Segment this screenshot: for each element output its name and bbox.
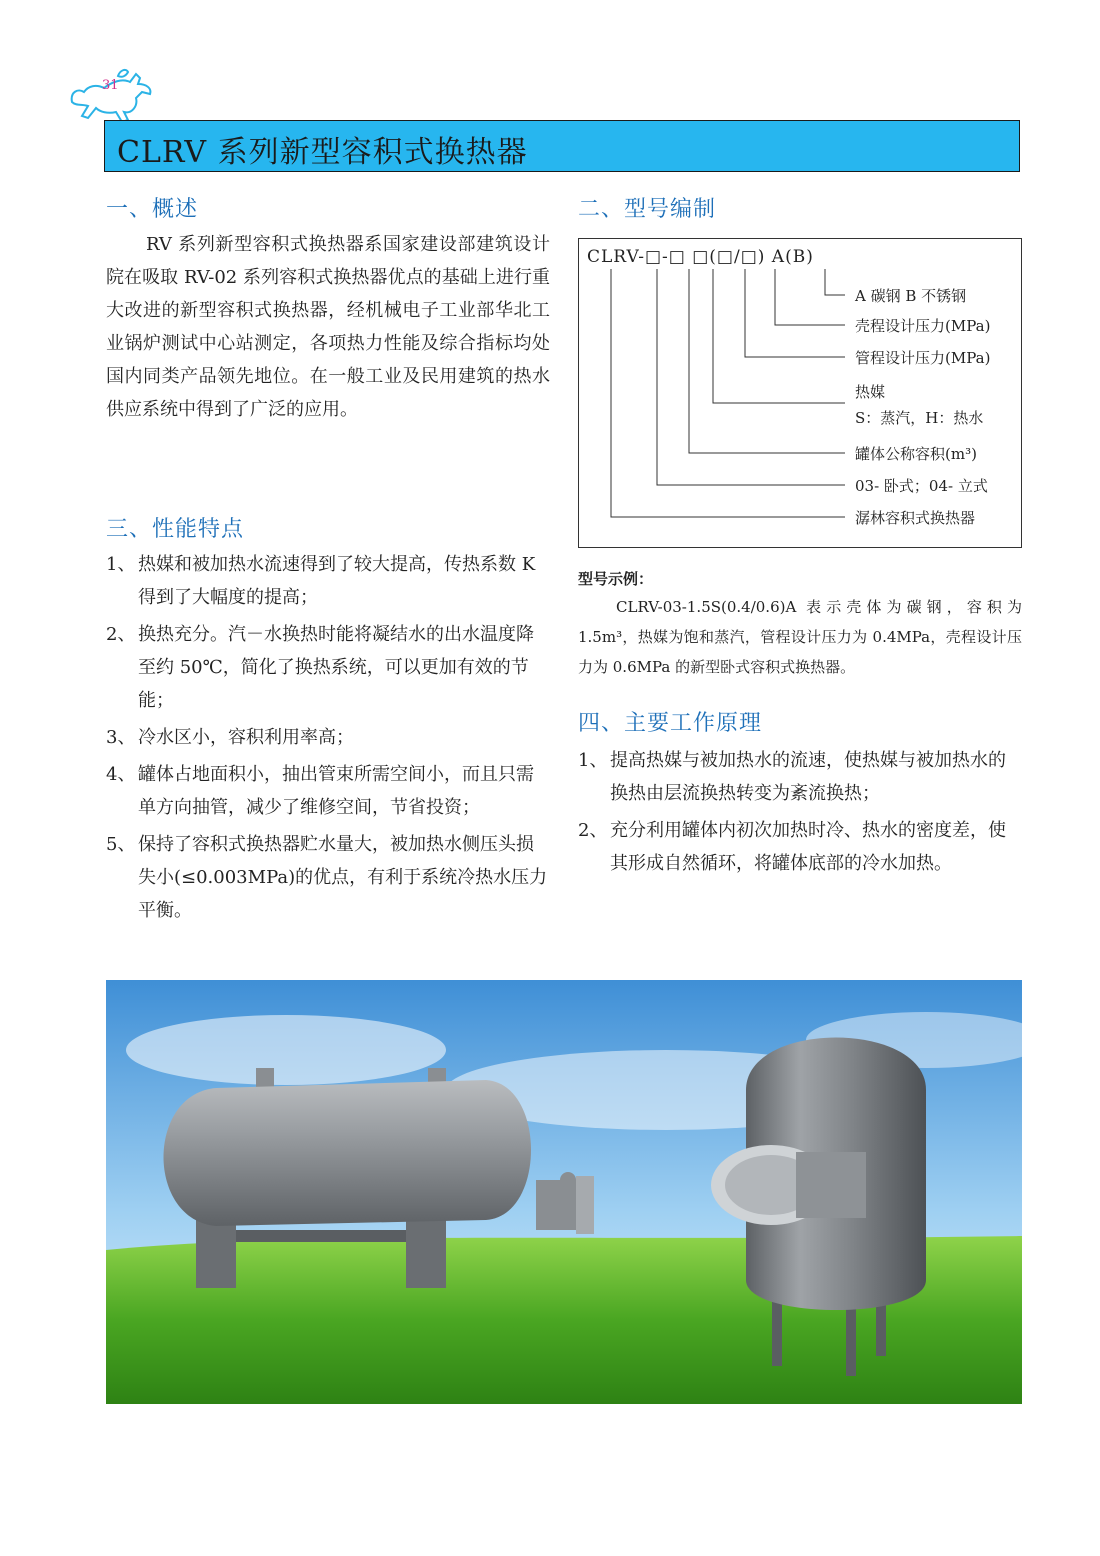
example-text: CLRV-03-1.5S(0.4/0.6)A 表示壳体为碳钢，容积为 1.5m³，热媒为饱和蒸汽，管程设计压力为 0.4MPa，壳程设计压力为 0.6MPa 的新型卧式容积式换热器。 <box>578 598 1022 676</box>
overview-text: RV 系列新型容积式换热器系国家建设部建筑设计院在吸取 RV-02 系列容积式换热器优点的基础上进行重大改进的新型容积式换热器，经机械电子工业部华北工业锅炉测试中心站测定，各项热力性能及综合指标均处国内同类产品领先地位。在一般工业及民用建筑的热水供应系统中得到了广泛的应用。 <box>106 234 550 420</box>
code-label-product: 潺林容积式换热器 <box>855 509 976 527</box>
principle-heading: 四、主要工作原理 <box>578 711 763 736</box>
code-label-shell-pressure: 壳程设计压力(MPa) <box>855 317 991 335</box>
heat-exchangers-illustration <box>106 980 1022 1404</box>
features-heading: 三、性能特点 <box>106 517 245 542</box>
principle-list <box>578 744 1022 884</box>
page-number: 31 <box>102 78 119 93</box>
list-item: 3、 冷水区小，容积利用率高； <box>106 727 354 748</box>
model-heading: 二、型号编制 <box>578 197 717 222</box>
list-item: 4、 罐体占地面积小，抽出管束所需空间小，而且只需单方向抽管，减少了维修空间，节省投资； <box>106 764 534 818</box>
page-title: CLRV 系列新型容积式换热器 <box>117 135 528 170</box>
title-banner <box>104 120 1020 172</box>
code-label-tube-pressure: 管程设计压力(MPa) <box>855 349 991 367</box>
list-item: 5、 保持了容积式换热器贮水量大，被加热水侧压头损失小(≤0.003MPa)的优点，有利于系统冷热水压力平衡。 <box>106 834 548 921</box>
code-label-medium-options: S：蒸汽，H：热水 <box>855 409 984 427</box>
product-photo <box>106 980 1022 1404</box>
code-label-volume: 罐体公称容积(m³) <box>855 445 977 463</box>
model-code: CLRV-□-□ □(□/□) A(B) <box>587 247 814 267</box>
code-label-material: A 碳钢 B 不锈钢 <box>855 287 967 305</box>
list-item: 2、 充分利用罐体内初次加热时冷、热水的密度差，使其形成自然循环，将罐体底部的冷水加热。 <box>578 820 1006 874</box>
code-label-medium: 热媒 <box>855 383 886 401</box>
features-list <box>106 548 550 931</box>
example-heading: 型号示例： <box>578 570 654 588</box>
list-item: 1、 热媒和被加热水流速得到了较大提高，传热系数 K 得到了大幅度的提高； <box>106 554 536 608</box>
list-item: 2、 换热充分。汽－水换热时能将凝结水的出水温度降至约 50℃，简化了换热系统，可以更加有效的节能； <box>106 624 534 711</box>
code-label-orientation: 03- 卧式；04- 立式 <box>855 477 988 495</box>
model-code-diagram <box>578 238 1022 548</box>
overview-heading: 一、概述 <box>106 197 199 222</box>
list-item: 1、 提高热媒与被加热水的流速，使热媒与被加热水的换热由层流换热转变为紊流换热； <box>578 750 1006 804</box>
